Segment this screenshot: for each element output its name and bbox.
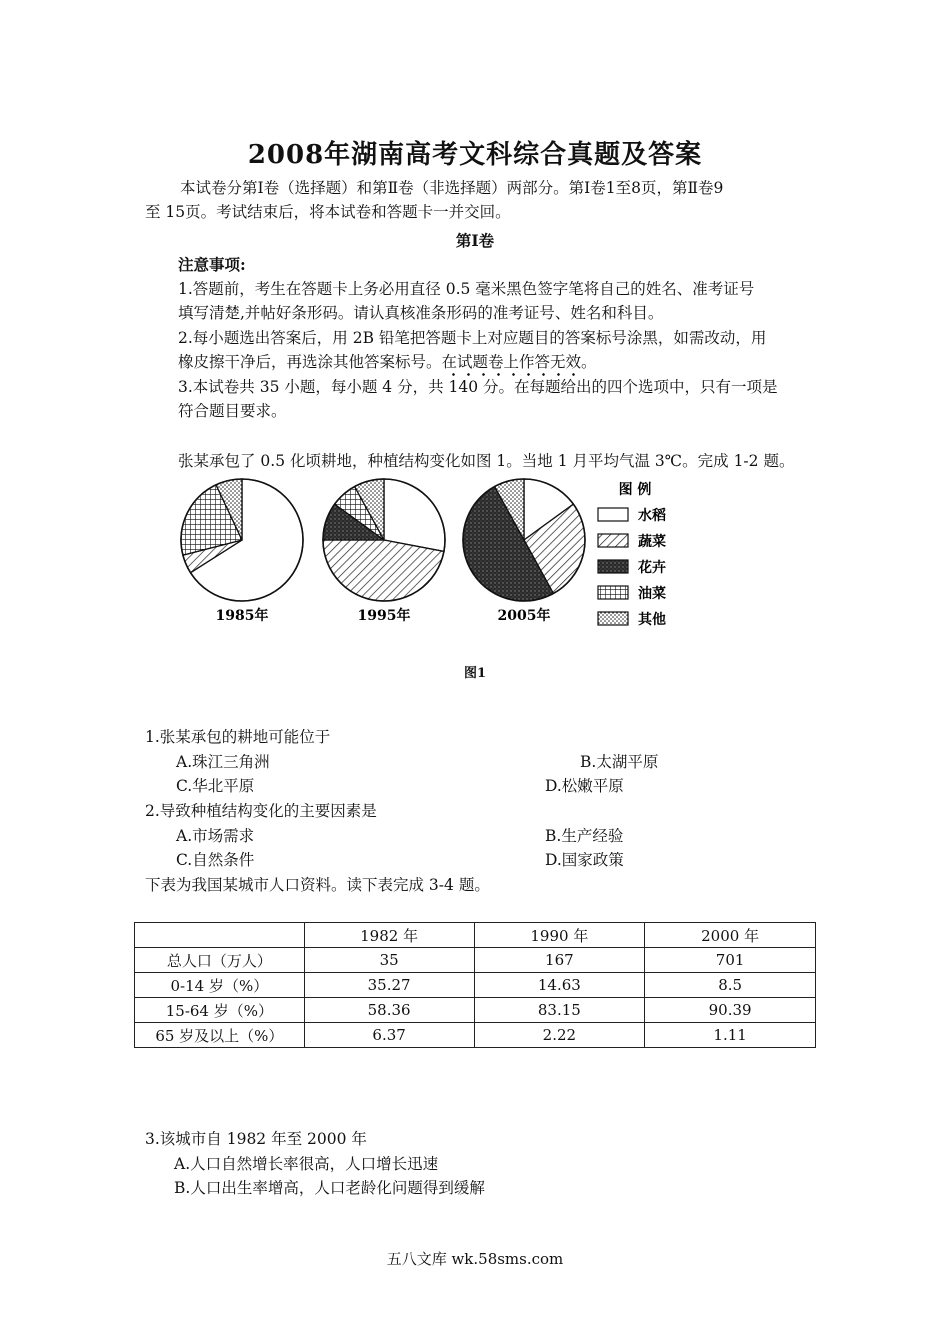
- context-figure-1: 张某承包了 0.5 化顷耕地，种植结构变化如图 1。当地 1 月平均气温 3℃。完成 1-2 题。: [178, 452, 795, 470]
- q3-stem: 3.该城市自 1982 年至 2000 年: [145, 1130, 367, 1148]
- pie-3-year-label: 2005年: [497, 608, 551, 624]
- table-cell: 701: [645, 948, 816, 973]
- table-row: [135, 1023, 816, 1048]
- legend-label-rapeseed: 油菜: [638, 586, 666, 602]
- pie-2-slice-vegetable: [323, 540, 444, 601]
- q1-option-d: D.松嫩平原: [545, 777, 624, 795]
- legend-label-flower: 花卉: [638, 560, 666, 576]
- intro-line-2: 至 15页。考试结束后，将本试卷和答题卡一并交回。: [145, 203, 511, 221]
- table-cell: 65 岁及以上（%）: [135, 1023, 305, 1048]
- table-cell: 83.15: [474, 998, 645, 1023]
- legend-swatch-other: [598, 612, 628, 625]
- notice-item-1-line-1: 1.答题前，考生在答题卡上务必用直径 0.5 毫米黑色签字笔将自己的姓名、准考证号: [178, 280, 755, 298]
- table-cell: 15-64 岁（%）: [135, 998, 305, 1023]
- legend-swatch-flower: [598, 560, 628, 573]
- legend-swatch-rice: [598, 508, 628, 521]
- q1-option-a: A.珠江三角洲: [176, 753, 270, 771]
- footer-watermark: 五八文库 wk.58sms.com: [386, 1250, 564, 1268]
- q2-option-b: B.生产经验: [545, 827, 624, 845]
- table-header-cell: [135, 923, 305, 948]
- section-title: 第Ⅰ卷: [455, 231, 495, 250]
- pie-2-slice-rice: [384, 479, 445, 551]
- q3-option-a: A.人口自然增长率很高，人口增长迅速: [174, 1155, 439, 1173]
- intro-line-1: 本试卷分第Ⅰ卷（选择题）和第Ⅱ卷（非选择题）两部分。第Ⅰ卷1至8页，第Ⅱ卷9: [180, 179, 724, 197]
- table-cell: 58.36: [304, 998, 474, 1023]
- q1-option-c: C.华北平原: [176, 777, 255, 795]
- context-table: 下表为我国某城市人口资料。读下表完成 3-4 题。: [145, 876, 490, 894]
- table-cell: 2.22: [474, 1023, 645, 1048]
- population-table: [134, 922, 816, 1048]
- page-title: 2008年湖南高考文科综合真题及答案: [247, 140, 703, 170]
- notice-item-2-line-2-text: 橡皮擦干净后，再选涂其他答案标号。: [178, 353, 442, 371]
- q2-stem: 2.导致种植结构变化的主要因素是: [145, 802, 377, 820]
- table-cell: 0-14 岁（%）: [135, 973, 305, 998]
- legend-label-rice: 水稻: [638, 508, 666, 524]
- table-header-row: [135, 923, 816, 948]
- notice-item-2-line-1: 2.每小题选出答案后，用 2B 铅笔把答题卡上对应题目的答案标号涂黑，如需改动，用: [178, 329, 767, 347]
- pie-2-year-label: 1995年: [357, 608, 411, 624]
- q3-option-b: B.人口出生率增高，人口老龄化问题得到缓解: [174, 1179, 485, 1197]
- table-row: [135, 948, 816, 973]
- table-cell: 90.39: [645, 998, 816, 1023]
- notice-heading: 注意事项:: [178, 255, 246, 274]
- table-cell: 8.5: [645, 973, 816, 998]
- q2-option-a: A.市场需求: [176, 827, 255, 845]
- q2-option-d: D.国家政策: [545, 851, 624, 869]
- legend-swatch-rapeseed: [598, 586, 628, 599]
- table-cell: 总人口（万人）: [135, 948, 305, 973]
- pie-charts-figure: [170, 474, 690, 634]
- q2-option-c: C.自然条件: [176, 851, 255, 869]
- table-cell: 1.11: [645, 1023, 816, 1048]
- table-cell: 35: [304, 948, 474, 973]
- table-cell: 14.63: [474, 973, 645, 998]
- q1-stem: 1.张某承包的耕地可能位于: [145, 728, 331, 746]
- table-row: [135, 998, 816, 1023]
- pie-1-year-label: 1985年: [215, 608, 269, 624]
- table-header-cell: 1990 年: [474, 923, 645, 948]
- notice-item-3-line-2: 符合题目要求。: [178, 402, 287, 420]
- q1-option-b: B.太湖平原: [580, 753, 659, 771]
- legend-title: 图 例: [618, 482, 652, 498]
- table-cell: 6.37: [304, 1023, 474, 1048]
- figure-caption: 图1: [463, 666, 487, 681]
- table-cell: 35.27: [304, 973, 474, 998]
- legend-label-other: 其他: [638, 612, 666, 628]
- legend-label-vegetable: 蔬菜: [638, 534, 666, 550]
- legend-swatch-vegetable: [598, 534, 628, 547]
- table-header-cell: 1982 年: [304, 923, 474, 948]
- notice-item-2-line-2-end: 。: [581, 353, 597, 371]
- table-header-cell: 2000 年: [645, 923, 816, 948]
- table-row: [135, 973, 816, 998]
- notice-item-2-line-2: [178, 350, 597, 375]
- notice-item-1-line-2: 填写清楚,并帖好条形码。请认真核准条形码的准考证号、姓名和科目。: [178, 304, 664, 322]
- notice-item-3-line-1: 3.本试卷共 35 小题，每小题 4 分，共 140 分。在每题给出的四个选项中，只有一项是: [178, 378, 778, 396]
- table-cell: 167: [474, 948, 645, 973]
- emphasis-no-answer-on-paper: 在试题卷上作答无效: [442, 353, 582, 377]
